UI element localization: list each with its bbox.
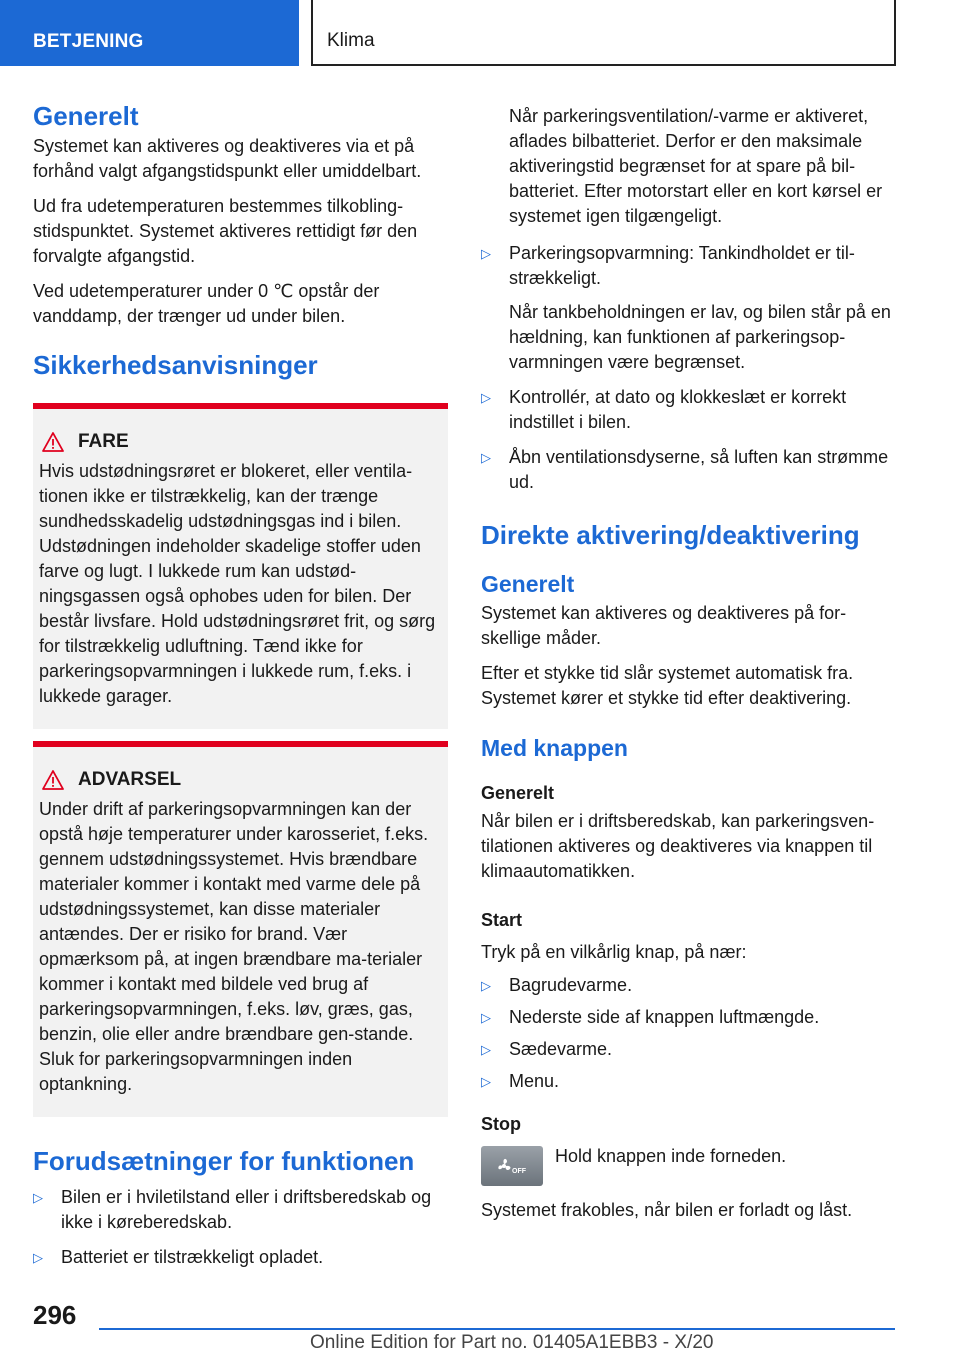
generelt-paragraph-3: Ved udetemperaturer under 0 ℃ opstår der vanddamp, der trænger ud under bilen.: [33, 281, 380, 326]
start-list: [481, 973, 896, 1094]
generelt-paragraph-2: Ud fra udetemperaturen bestemmes tilkobling-stidspunktet. Systemet aktiveres rettidigt før den forvalgte afgangstid.: [33, 196, 418, 266]
fan-icon: [492, 1154, 532, 1178]
button-heading: Med knappen: [481, 735, 628, 761]
prerequisites-heading: Forudsætninger for funktionen: [33, 1146, 415, 1176]
danger-text: Hvis udstødningsrøret er blokeret, eller ventila-tionen ikke er tilstrækkelig, kan der trænge sundhedsskadelig udstødningsgas ind i bilen. Udstødningen indeholder skadelige stoffer uden farve og lugt. I lukkede rum kan udstød-ningsgassen også ophobes uden for bilen. Der består livsfare. Hold udstødningsrøret frit, og sørg for tilstrækkelig udluftning. Tænd ikke for parkeringsopvarmningen i lukkede rum, f.eks. i lukkede garager.: [39, 461, 436, 706]
section-tab: BETJENING: [0, 0, 299, 66]
general-label: Generelt: [481, 783, 555, 803]
button-general-paragraph: Når bilen er i driftsberedskab, kan parkeringsven-tilationen aktiveres og deaktiveres via knappen til klimaautomatikken.: [481, 811, 875, 881]
generelt-heading: Generelt: [33, 101, 139, 131]
start-paragraph: Tryk på en vilkårlig knap, på nær:: [481, 942, 747, 962]
bullet-icon: ▷: [33, 1190, 43, 1205]
page-header: [0, 0, 960, 66]
list-item: ▷ Åbn ventilationsdyserne, så luften kan strømme ud.: [481, 447, 889, 492]
right-column: [481, 104, 896, 1233]
warning-label: ADVARSEL: [78, 769, 182, 790]
final-paragraph: Systemet frakobles, når bilen er forladt og låst.: [481, 1200, 853, 1220]
fan-off-button-image: [481, 1146, 543, 1186]
bullet-icon: ▷: [481, 390, 491, 405]
start-label: Start: [481, 910, 523, 930]
edition-note: Online Edition for Part no. 01405A1EBB3 - X/20: [310, 1332, 714, 1353]
warning-box: [33, 741, 448, 1117]
safety-heading: Sikkerhedsanvisninger: [33, 350, 318, 380]
stop-row: [481, 1144, 896, 1186]
requirements-list: [481, 241, 896, 495]
danger-label: FARE: [78, 431, 129, 452]
danger-title: [39, 431, 438, 453]
list-item: ▷ Bagrudevarme.: [481, 973, 896, 998]
direct-paragraph-1: Systemet kan aktiveres og deaktiveres på for-skellige måder.: [481, 603, 847, 648]
bullet-icon: ▷: [33, 1250, 43, 1265]
left-column: [33, 100, 448, 1280]
prerequisites-list: [33, 1185, 448, 1270]
list-item: ▷ Kontrollér, at dato og klokkeslæt er korrekt indstillet i bilen.: [481, 387, 847, 432]
page-number: 296: [33, 1300, 77, 1330]
direct-activation-heading: Direkte aktivering/deaktivering: [481, 520, 860, 550]
bullet-icon: ▷: [481, 450, 491, 465]
battery-paragraph: Når parkeringsventilation/-varme er aktiveret, aflades bilbatteriet. Derfor er den maksimale aktiveringstid begrænset for at spare på bil-batteriet. Efter motorstart eller en kort kørsel er systemet igen tilgængeligt.: [509, 106, 883, 226]
chapter-tab: Klima: [311, 0, 896, 66]
danger-box: [33, 403, 448, 729]
list-item: ▷ Sædevarme.: [481, 1037, 896, 1062]
generelt-paragraph-1: Systemet kan aktiveres og deaktiveres via et på forhånd valgt afgangstidspunkt eller umiddelbart.: [33, 136, 422, 181]
list-item: ▷ Parkeringsopvarmning: Tankindholdet er til-strækkeligt. Når tankbeholdningen er lav, og bilen står på en hældning, kan funktionen af parkeringsop-varmningen være begrænset.: [481, 243, 891, 372]
warning-triangle-icon: [42, 770, 64, 790]
list-item: ▷ Nederste side af knappen luftmængde.: [481, 1005, 896, 1030]
generelt-subheading: Generelt: [481, 571, 575, 597]
footer-divider: [99, 1328, 895, 1330]
direct-paragraph-2: Efter et stykke tid slår systemet automatisk fra. Systemet kører et stykke tid efter deaktivering.: [481, 663, 854, 708]
off-label: OFF: [512, 1168, 526, 1175]
list-item: ▷ Menu.: [481, 1069, 896, 1094]
bullet-icon: ▷: [481, 1010, 491, 1025]
warning-triangle-icon: [42, 432, 64, 452]
bullet-icon: ▷: [481, 1042, 491, 1057]
bullet-icon: ▷: [481, 246, 491, 261]
stop-paragraph: Hold knappen inde forneden.: [555, 1146, 787, 1166]
bullet-icon: ▷: [481, 1074, 491, 1089]
stop-label: Stop: [481, 1114, 521, 1134]
bullet-icon: ▷: [481, 978, 491, 993]
list-item: ▷ Batteriet er tilstrækkeligt opladet.: [33, 1245, 448, 1270]
warning-text: Under drift af parkeringsopvarmningen kan der opstå høje temperaturer under karosseriet, f.eks. gennem udstødningssystemet. Hvis brændbare materialer kommer i kontakt med varme dele på udstødningssystemet, kan disse materialer antændes. Der er risiko for brand. Vær opmærksom på, at ingen brændbare ma-terialer kommer i kontakt med bildele ved brug af parkeringsopvarmningen, f.eks. løv, græs, gas, benzin, olie eller andre brændbare gen-stande. Sluk for parkeringsopvarmningen inden optankning.: [39, 799, 429, 1094]
list-item: ▷ Bilen er i hviletilstand eller i driftsberedskab og ikke i køreberedskab.: [33, 1187, 432, 1232]
warning-title: [39, 769, 438, 791]
